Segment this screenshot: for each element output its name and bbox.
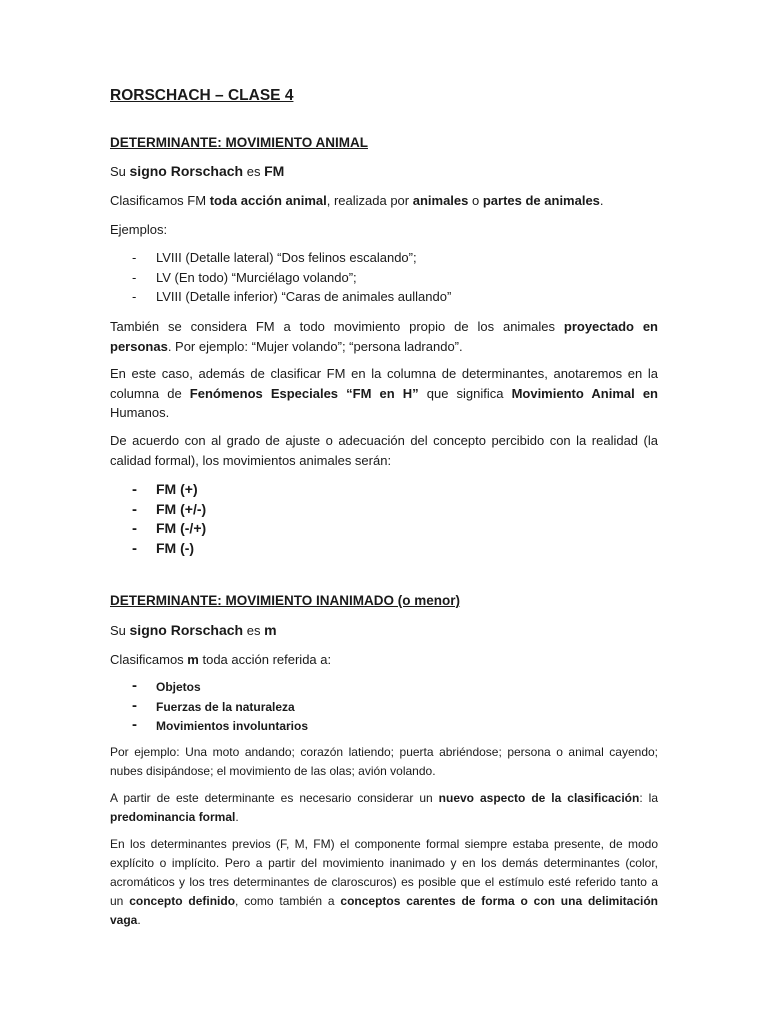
text-run: o [468, 193, 483, 208]
examples-list [132, 248, 451, 307]
inanimate-list [132, 678, 308, 737]
paragraph-clasificamos-fm [110, 191, 658, 211]
inanimate-item-text: Movimientos involuntarios [156, 719, 309, 733]
section-heading-movimiento-inanimado: DETERMINANTE: MOVIMIENTO INANIMADO (o menor) [110, 593, 460, 608]
bold-text: concepto definido [129, 894, 236, 908]
bold-text: Movimiento Animal en [511, 385, 658, 401]
dash-bullet: - [132, 520, 137, 537]
bold-text: signo Rorschach [129, 622, 244, 638]
text-run: Clasificamos [110, 652, 188, 667]
dash-bullet: - [132, 289, 137, 305]
paragraph-signo-m [110, 621, 658, 641]
text-run: . [235, 810, 239, 824]
section-heading-movimiento-animal: DETERMINANTE: MOVIMIENTO ANIMAL [110, 135, 368, 150]
bold-text: signo Rorschach [129, 163, 244, 179]
text-run: Su [110, 164, 130, 179]
bold-text: predominancia formal [110, 810, 236, 824]
paragraph-signo-fm [110, 162, 658, 182]
paragraph-por-ejemplo [110, 743, 658, 781]
bold-text: toda acción animal [209, 193, 327, 208]
quality-item-text: FM (+) [156, 481, 198, 497]
paragraph-fenomenos-especiales [110, 364, 658, 423]
text-run: Su [110, 623, 130, 638]
text-run: . Por ejemplo: “Mujer volando”; “persona ladrando”. [167, 338, 463, 354]
example-item [132, 248, 451, 268]
bold-text: Fenómenos Especiales “FM en H” [189, 385, 419, 401]
bold-text: conceptos carentes de forma o con una delimitación vaga [110, 894, 658, 927]
dash-bullet: - [132, 481, 137, 498]
quality-item [132, 519, 206, 539]
text-run: En los determinantes previos (F, M, FM) el componente formal siempre estaba presente, de modo explícito o implícito. Pero a partir del movimiento inanimado y en los demás determinantes (color, acromáticos y los tres determinantes de claroscuros) es posible que el estímulo esté referido tanto a un [110, 837, 658, 908]
text-run: , como también a [235, 894, 341, 908]
dash-bullet: - [132, 500, 137, 518]
example-item-text: LV (En todo) “Murciélago volando”; [156, 269, 357, 285]
inanimate-item [132, 678, 308, 698]
inanimate-item [132, 717, 308, 737]
dash-bullet: - [132, 677, 137, 694]
paragraph-nuevo-aspecto [110, 789, 658, 827]
text-run: Por ejemplo: Una moto andando; corazón latiendo; puerta abriéndose; persona o animal cayendo; nubes disipándose; el movimiento de las olas; avión volando. [110, 745, 658, 778]
document-title: RORSCHACH – CLASE 4 [110, 87, 294, 104]
paragraph-proyectado-en-personas [110, 317, 658, 356]
quality-item [132, 500, 206, 520]
text-run: De acuerdo con al grado de ajuste o adecuación del concepto percibido con la realidad (la calidad formal), los movimientos animales serán: [110, 433, 658, 468]
paragraph-calidad-formal [110, 431, 658, 470]
quality-item-text: FM (-) [156, 539, 195, 556]
example-item-text: LVIII (Detalle lateral) “Dos felinos escalando”; [156, 250, 417, 265]
text-run: . [599, 193, 604, 208]
example-item [132, 268, 451, 288]
inanimate-item-text: Fuerzas de la naturaleza [156, 699, 295, 714]
dash-bullet: - [132, 716, 137, 733]
text-run: que significa [418, 385, 512, 401]
dash-bullet: - [132, 539, 137, 557]
inanimate-item-text: Objetos [156, 680, 201, 694]
text-run: También se considera FM a todo movimiento propio de los animales [110, 319, 564, 334]
text-run: Humanos. [110, 405, 170, 420]
quality-list [132, 480, 206, 558]
dash-bullet: - [132, 696, 137, 714]
quality-item-text: FM (+/-) [156, 500, 207, 517]
bold-text: FM [264, 163, 285, 179]
text-run: . [137, 913, 141, 927]
text-run: es [243, 623, 265, 638]
quality-item [132, 539, 206, 559]
example-item [132, 287, 451, 307]
bold-text: m [264, 622, 277, 638]
quality-item [132, 480, 206, 500]
text-run: A partir de este determinante es necesario considerar un [110, 791, 439, 805]
bold-text: animales [412, 193, 469, 208]
paragraph-determinantes-previos [110, 835, 658, 930]
example-item-text: LVIII (Detalle inferior) “Caras de animales aullando” [156, 289, 452, 305]
examples-label: Ejemplos: [110, 222, 168, 237]
text-run: : la [639, 791, 658, 805]
text-run: toda acción referida a: [198, 652, 332, 667]
text-run: , realizada por [326, 193, 413, 208]
text-run: En este caso, además de clasificar FM en la columna de determinantes, anotaremos en la columna de [110, 366, 658, 401]
inanimate-item [132, 698, 308, 718]
dash-bullet: - [132, 250, 137, 265]
dash-bullet: - [132, 269, 137, 285]
bold-text: partes de animales [482, 193, 600, 208]
bold-text: proyectado en personas [110, 319, 658, 354]
text-run: es [243, 164, 265, 179]
bold-text: m [187, 652, 199, 667]
bold-text: nuevo aspecto de la clasificación [438, 791, 640, 805]
text-run: Clasificamos FM [110, 193, 210, 208]
quality-item-text: FM (-/+) [156, 520, 207, 536]
paragraph-clasificamos-m [110, 650, 658, 670]
